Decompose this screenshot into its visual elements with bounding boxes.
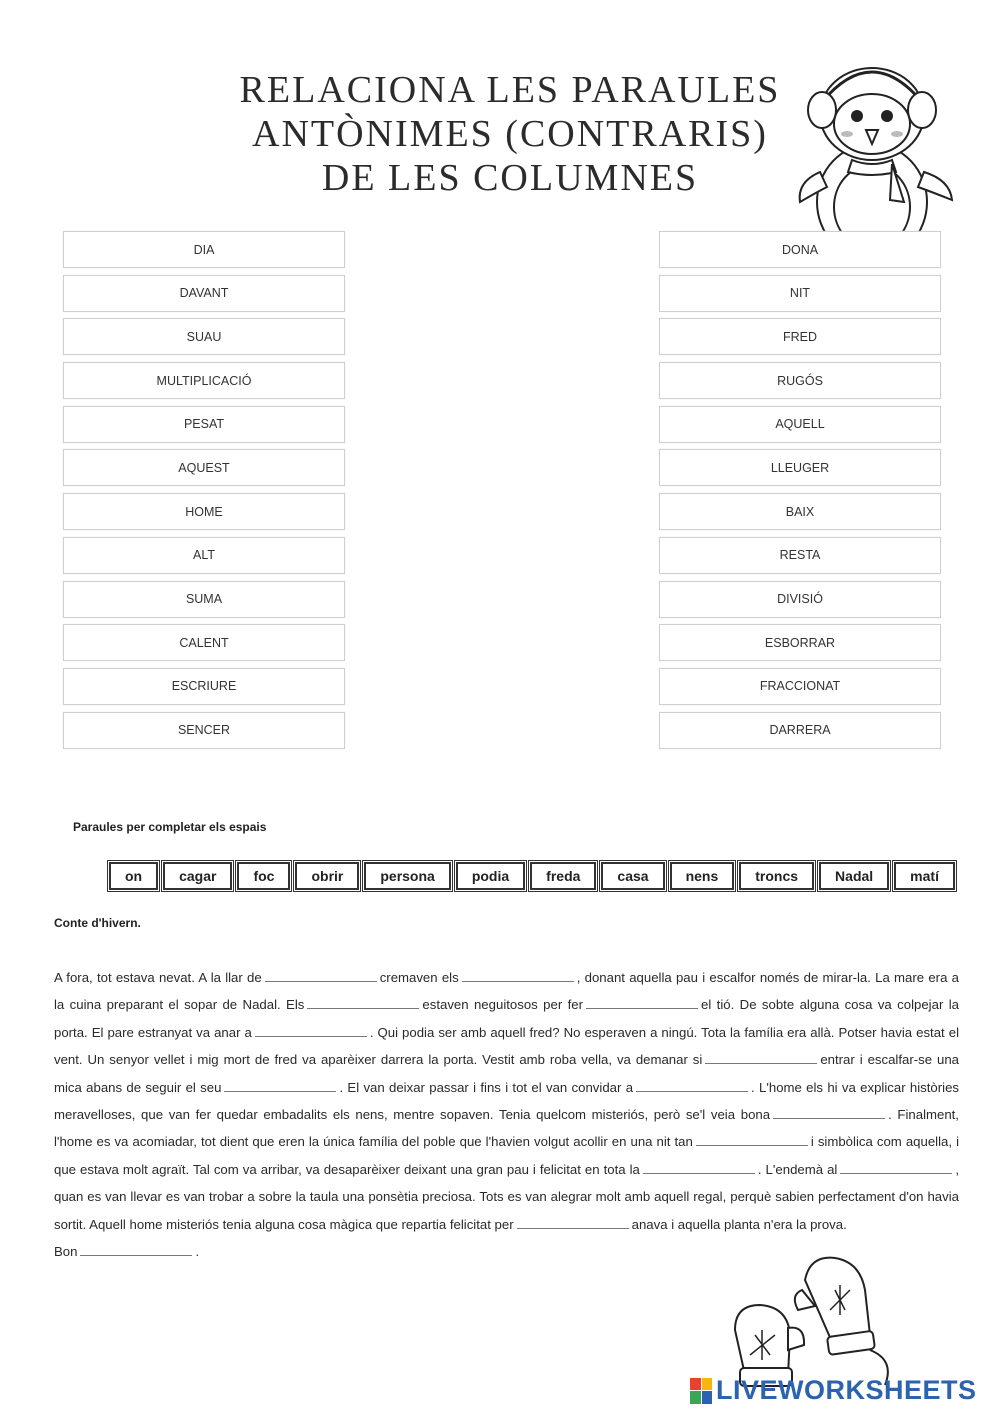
right-word-box[interactable]: DIVISIÓ <box>659 581 941 618</box>
right-word-box[interactable]: ESBORRAR <box>659 624 941 661</box>
answer-blank[interactable] <box>773 1104 885 1119</box>
story-segment: . L'endemà al <box>757 1161 838 1177</box>
story-segment: . Qui podia ser amb aquell fred? No esperaven a ningú. Tota la família era allà. Potser havia estat el vent. Un senyor vellet i mig mort de fred va aparèixer darrera la porta. Vestit amb roba vella, va demanar si <box>54 1024 959 1068</box>
story-segment: cremaven els <box>379 970 459 985</box>
right-word-box[interactable]: FRACCIONAT <box>659 668 941 705</box>
answer-blank[interactable] <box>696 1131 808 1146</box>
right-word-box[interactable]: LLEUGER <box>659 449 941 486</box>
word-chip[interactable]: on <box>109 862 158 890</box>
story-segment: , quan es van llevar es van trobar a sobre la taula una ponsètia preciosa. Tots es van alegrar molt amb aquell regal, perquè sabien perfectament d'on havia sortit. Aquell home misteriós tenia alguna cosa màgica que repartia felicitat per <box>54 1161 960 1232</box>
word-bank <box>109 862 955 890</box>
word-chip[interactable]: foc <box>237 862 290 890</box>
left-word-box[interactable]: HOME <box>63 493 345 530</box>
answer-blank[interactable] <box>224 1077 336 1092</box>
word-chip[interactable]: podia <box>456 862 525 890</box>
answer-blank[interactable] <box>586 994 698 1009</box>
logo-square-1 <box>690 1378 701 1391</box>
left-word-column <box>63 231 345 755</box>
story-segment: . El van deixar passar i fins i tot el van convidar a <box>339 1079 634 1095</box>
logo-square-2 <box>702 1378 713 1391</box>
title-line-2: ANTÒNIMES (CONTRARIS) <box>252 113 768 155</box>
story-segment: estaven neguitosos per fer <box>422 997 584 1013</box>
story-segment: anava i aquella planta n'era la prova. <box>631 1216 847 1232</box>
left-word-box[interactable]: SUAU <box>63 318 345 355</box>
answer-blank[interactable] <box>840 1159 952 1174</box>
word-chip[interactable]: troncs <box>739 862 814 890</box>
story-segment: el tió. De sobte alguna cosa va colpejar la porta. El pare estranyat va anar a <box>54 997 959 1040</box>
right-word-box[interactable]: DARRERA <box>659 712 941 749</box>
word-chip[interactable]: cagar <box>163 862 232 890</box>
liveworksheets-branding <box>690 1375 977 1406</box>
answer-blank[interactable] <box>636 1077 748 1092</box>
worksheet-title <box>180 68 840 200</box>
answer-blank[interactable] <box>643 1159 755 1174</box>
word-chip[interactable]: matí <box>894 862 955 890</box>
closing-text: Bon <box>54 1244 78 1260</box>
word-chip[interactable]: casa <box>601 862 664 890</box>
left-word-box[interactable]: SENCER <box>63 712 345 749</box>
left-word-box[interactable]: CALENT <box>63 624 345 661</box>
left-word-box[interactable]: DAVANT <box>63 275 345 312</box>
answer-blank[interactable] <box>80 1241 192 1256</box>
right-word-box[interactable]: NIT <box>659 275 941 312</box>
right-word-box[interactable]: RUGÓS <box>659 362 941 399</box>
story-segment: entrar i escalfar-se una mica abans de seguir el seu <box>54 1052 959 1095</box>
story-segment: . L'home els hi va explicar històries meravelloses, que van fer quedar embadalits els nens, mentre sopaven. Tenia quelcom misteriós, però se'l veia bona <box>54 1079 959 1123</box>
answer-blank[interactable] <box>462 967 574 982</box>
answer-blank[interactable] <box>307 994 419 1009</box>
left-word-box[interactable]: MULTIPLICACIÓ <box>63 362 345 399</box>
right-word-box[interactable]: RESTA <box>659 537 941 574</box>
right-word-box[interactable]: AQUELL <box>659 406 941 443</box>
word-chip[interactable]: obrir <box>295 862 359 890</box>
answer-blank[interactable] <box>705 1049 817 1064</box>
logo-square-4 <box>702 1391 713 1404</box>
left-word-box[interactable]: AQUEST <box>63 449 345 486</box>
word-bank-heading: Paraules per completar els espais <box>73 820 267 834</box>
logo-square-3 <box>690 1391 701 1404</box>
mittens-illustration <box>720 1250 910 1390</box>
brand-text: LIVEWORKSHEETS <box>716 1375 977 1405</box>
story-segment: , donant aquella pau i escalfor només de mirar-la. La mare era a la cuina preparant el sopar de Nadal. Els <box>54 970 959 1013</box>
right-word-box[interactable]: BAIX <box>659 493 941 530</box>
left-word-box[interactable]: ALT <box>63 537 345 574</box>
closing-period: . <box>195 1244 200 1260</box>
left-word-box[interactable]: ESCRIURE <box>63 668 345 705</box>
word-chip[interactable]: Nadal <box>819 862 889 890</box>
left-word-box[interactable]: PESAT <box>63 406 345 443</box>
word-chip[interactable]: freda <box>530 862 596 890</box>
answer-blank[interactable] <box>265 967 377 982</box>
word-chip[interactable]: nens <box>670 862 735 890</box>
left-word-box[interactable]: DIA <box>63 231 345 268</box>
story-segment: i simbòlica com aquella, i que estava molt agraït. Tal com va arribar, va desaparèixer deixant una gran pau i felicitat en tota la <box>54 1134 959 1177</box>
title-line-3: DE LES COLUMNES <box>321 157 699 199</box>
word-chip[interactable]: persona <box>364 862 450 890</box>
right-word-box[interactable]: FRED <box>659 318 941 355</box>
liveworksheets-logo-icon <box>690 1378 712 1404</box>
right-word-box[interactable]: DONA <box>659 231 941 268</box>
story-segment: . Finalment, l'home es va acomiadar, tot dient que eren la única família del poble que l'havien volgut acollir en una nit tan <box>54 1107 959 1150</box>
story-segment: A fora, tot estava nevat. A la llar de <box>54 970 262 985</box>
answer-blank[interactable] <box>517 1214 629 1229</box>
answer-blank[interactable] <box>255 1022 367 1037</box>
left-word-box[interactable]: SUMA <box>63 581 345 618</box>
right-word-column <box>659 231 941 755</box>
story-title: Conte d'hivern. <box>54 916 141 930</box>
story-text <box>54 964 959 1265</box>
title-line-1: RELACIONA LES PARAULES <box>239 69 781 111</box>
